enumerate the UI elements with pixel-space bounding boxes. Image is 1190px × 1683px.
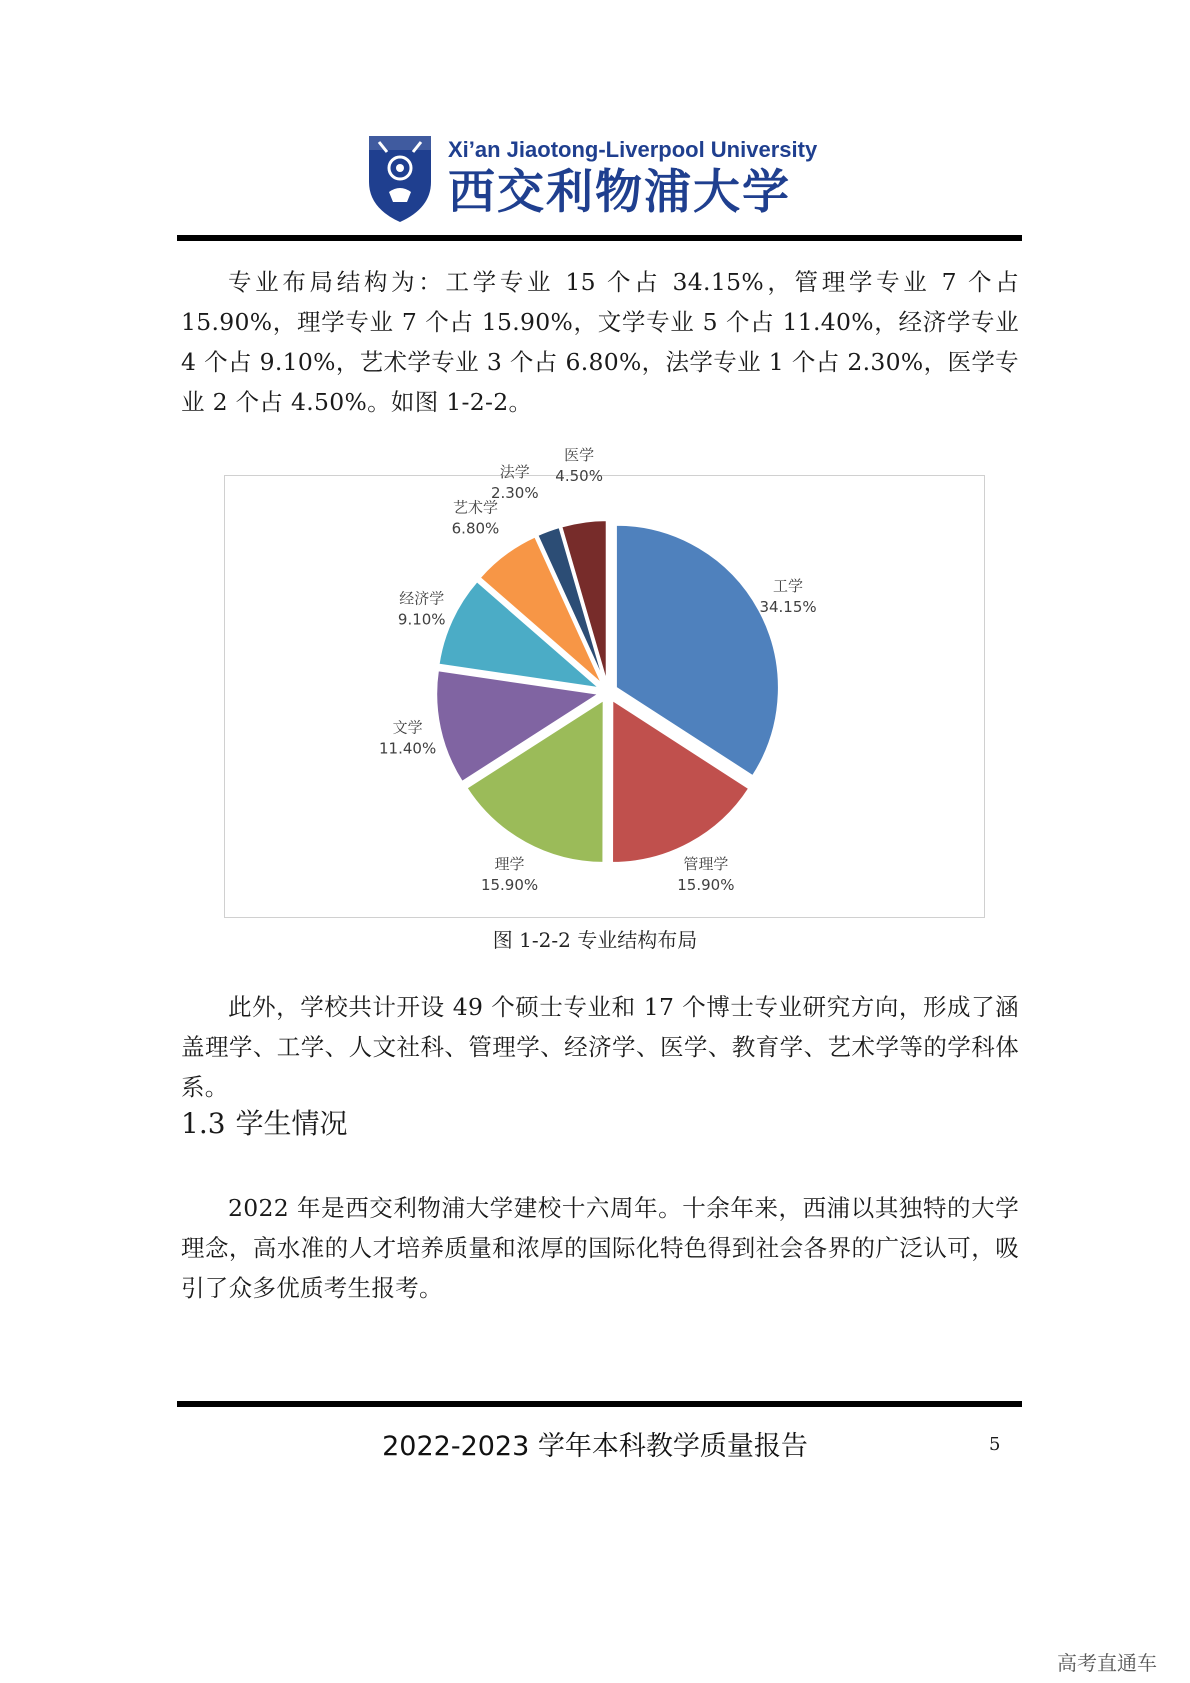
pie-label-value-6: 2.30% bbox=[490, 483, 539, 502]
pie-label-value-5: 6.80% bbox=[451, 519, 500, 538]
pie-label-value-4: 9.10% bbox=[397, 610, 446, 629]
pie-label-category-4: 经济学 bbox=[399, 589, 445, 608]
pie-label-category-5: 艺术学 bbox=[452, 498, 498, 517]
section-heading bbox=[181, 1102, 348, 1142]
section-number: 1.3 bbox=[181, 1107, 226, 1140]
pie-label-category-7: 医学 bbox=[564, 446, 595, 465]
watermark: 高考直通车 bbox=[1057, 1651, 1157, 1675]
pie-label-value-7: 4.50% bbox=[555, 467, 603, 486]
pie-label-value-2: 15.90% bbox=[480, 875, 539, 894]
pie-label-value-0: 34.15% bbox=[759, 597, 817, 616]
pie-chart bbox=[225, 446, 986, 919]
pie-label-category-3: 文学 bbox=[392, 718, 423, 737]
footer-rule bbox=[177, 1401, 1022, 1407]
header-rule bbox=[177, 235, 1022, 241]
university-name-cn: 西交利物浦大学 bbox=[448, 165, 791, 220]
chart-frame bbox=[224, 446, 985, 918]
pie-label-value-3: 11.40% bbox=[379, 739, 437, 758]
pie-label-category-6: 法学 bbox=[499, 462, 530, 481]
pie-label-category-0: 工学 bbox=[773, 576, 804, 595]
footer-report-title: 2022-2023 学年本科教学质量报告 bbox=[382, 1431, 808, 1462]
paragraph-programs: 此外，学校共计开设 49 个硕士专业和 17 个博士专业研究方向，形成了涵盖理学、工学、人文社科、管理学、经济学、医学、教育学、艺术学等的学科体系。 bbox=[181, 993, 1019, 1101]
pie-label-category-1: 管理学 bbox=[683, 855, 729, 874]
pie-label-category-2: 理学 bbox=[494, 854, 525, 873]
university-name-en: Xi’an Jiaotong-Liverpool University bbox=[448, 137, 818, 162]
pie-label-value-1: 15.90% bbox=[677, 876, 735, 895]
university-logo bbox=[365, 130, 835, 225]
figure-caption: 图 1-2-2 专业结构布局 bbox=[492, 928, 698, 952]
page-number: 5 bbox=[989, 1434, 1001, 1455]
paragraph-major-distribution: 专业布局结构为：工学专业 15 个占 34.15%，管理学专业 7 个占 15.90%，理学专业 7 个占 15.90%，文学专业 5 个占 11.40%，经济学专业 4 个占 9.10%，艺术学专业 3 个占 6.80%，法学专业 1 个占 2.30%，医学专业 2 个占 4.50%。如图 1-2-2。 bbox=[181, 268, 1019, 416]
section-title: 学生情况 bbox=[235, 1107, 348, 1140]
paragraph-students: 2022 年是西交利物浦大学建校十六周年。十余年来，西浦以其独特的大学理念，高水准的人才培养质量和浓厚的国际化特色得到社会各界的广泛认可，吸引了众多优质考生报考。 bbox=[181, 1194, 1019, 1302]
